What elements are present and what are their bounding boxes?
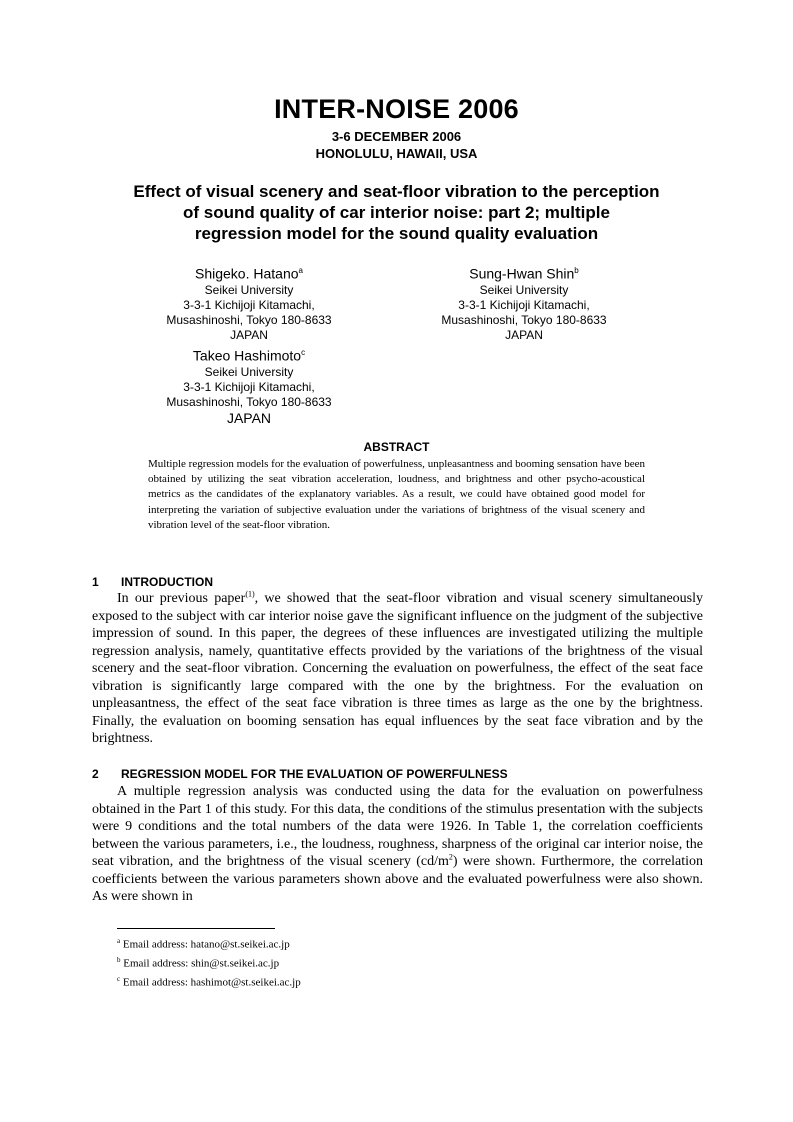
author-country: JAPAN xyxy=(505,327,543,342)
author-country: JAPAN xyxy=(230,327,268,342)
footnote: $^a$ Email address: hatano@st.seikei.ac.jp xyxy=(117,937,290,951)
author-mark: a xyxy=(298,266,303,275)
footnotes xyxy=(117,934,301,991)
author-country: JAPAN xyxy=(226,409,272,426)
conference-location: HONOLULU, HAWAII, USA xyxy=(315,146,478,161)
footnote-email: Email address: shin@st.seikei.ac.jp xyxy=(123,957,280,970)
author-name: Takeo Hashimoto$^c$ xyxy=(192,347,306,364)
unit-superscript: 2 xyxy=(448,852,453,862)
footnote-email: Email address: hashimot@st.seikei.ac.jp xyxy=(122,976,301,989)
footnote-email: Email address: hatano@st.seikei.ac.jp xyxy=(122,938,290,951)
paper-title-line-1: Effect of visual scenery and seat-floor vibration to the perception xyxy=(133,182,660,201)
footnote-divider xyxy=(117,928,275,929)
author-city: Musashinoshi, Tokyo 180-8633 xyxy=(166,394,332,409)
section-heading-regression-model xyxy=(92,767,508,781)
abstract-text: Multiple regression models for the evaluation of powerfulness, unpleasantness and booming sensation have been obtained by utilizing the seat vibration acceleration, loudness, and brightness and other psycho-acoustical metrics as the candidates of the explanatory variables. As a result, we could have obtained good model for interpreting the variation of subjective evaluation under the variations of brightness of the visual scenery and vibration level of the seat-floor vibration. xyxy=(148,458,645,531)
author-street: 3-3-1 Kichijoji Kitamachi, xyxy=(183,379,315,394)
author-city: Musashinoshi, Tokyo 180-8633 xyxy=(441,312,607,327)
author-street: 3-3-1 Kichijoji Kitamachi, xyxy=(183,297,315,312)
author-university: Seikei University xyxy=(204,282,294,297)
author-name: Shigeko. Hatano$^a$ xyxy=(195,265,303,282)
author-university: Seikei University xyxy=(204,364,294,379)
citation-reference: (1) xyxy=(245,589,255,599)
author-name: Sung-Hwan Shin$^b$ xyxy=(469,265,579,282)
author-block-hashimoto xyxy=(99,344,399,427)
author-block-hatano xyxy=(99,262,399,343)
section-heading-introduction xyxy=(92,575,213,589)
author-mark: b xyxy=(574,266,579,275)
conference-dates: 3-6 DECEMBER 2006 xyxy=(331,129,462,144)
section-title: INTRODUCTION xyxy=(121,575,213,589)
author-block-shin xyxy=(374,262,674,343)
paper-title-line-2: of sound quality of car interior noise: part 2; multiple xyxy=(183,203,610,222)
abstract-heading: ABSTRACT xyxy=(363,440,430,454)
paper-title-line-3: regression model for the sound quality evaluation xyxy=(194,224,599,243)
section-number: 1 xyxy=(92,575,99,589)
section-title: REGRESSION MODEL FOR THE EVALUATION OF POWERFULNESS xyxy=(121,767,508,781)
section-number: 2 xyxy=(92,767,99,781)
section-paragraph-regression-model: A multiple regression analysis was conducted using the data for the evaluation on powerfulness obtained in the Part 1 of this study. For this data, the conditions of the stimulus presentation with the subjects were 9 conditions and the total numbers of the data were 1926. In Table 1, the correlation coefficients between the various parameters, i.e., the loudness, roughness, sharpness of the original car interior noise, the seat vibration, and the brightness of the visual scenery $(cd/m^2)$ were shown. Furthermore, the correlation coefficients between the various parameters shown above and the evaluated powerfulness were also shown. As were shown in xyxy=(92,784,704,904)
author-university: Seikei University xyxy=(479,282,569,297)
conference-title: INTER-NOISE 2006 xyxy=(274,94,519,124)
footnote: $^c$ Email address: hashimot@st.seikei.ac.jp xyxy=(117,975,301,989)
footnote: $^b$ Email address: shin@st.seikei.ac.jp xyxy=(117,956,280,970)
author-city: Musashinoshi, Tokyo 180-8633 xyxy=(166,312,332,327)
section-paragraph-introduction: In our previous paper$^{(1)}$, we showed that the seat-floor vibration and visual scenery simultaneously exposed to the subject with car interior noise gave the significant influence on the judgment of the subjective impression of sound. In this paper, the degrees of these influences are investigated utilizing the multiple regression analysis, namely, quantitative effects provided by the variations of the brightness of the visual scenery and the seat-floor vibration. Concerning the evaluation on powerfulness, the effect of the seat face vibration is significantly large compared with the one by the brightness. For the evaluation on unpleasantness, the effect of the seat face vibration is three times as large as the one by the brightness. Finally, the evaluation on booming sensation has equal influences by the seat face vibration and by the brightness. xyxy=(92,589,703,746)
author-mark: c xyxy=(301,348,306,357)
author-street: 3-3-1 Kichijoji Kitamachi, xyxy=(458,297,590,312)
